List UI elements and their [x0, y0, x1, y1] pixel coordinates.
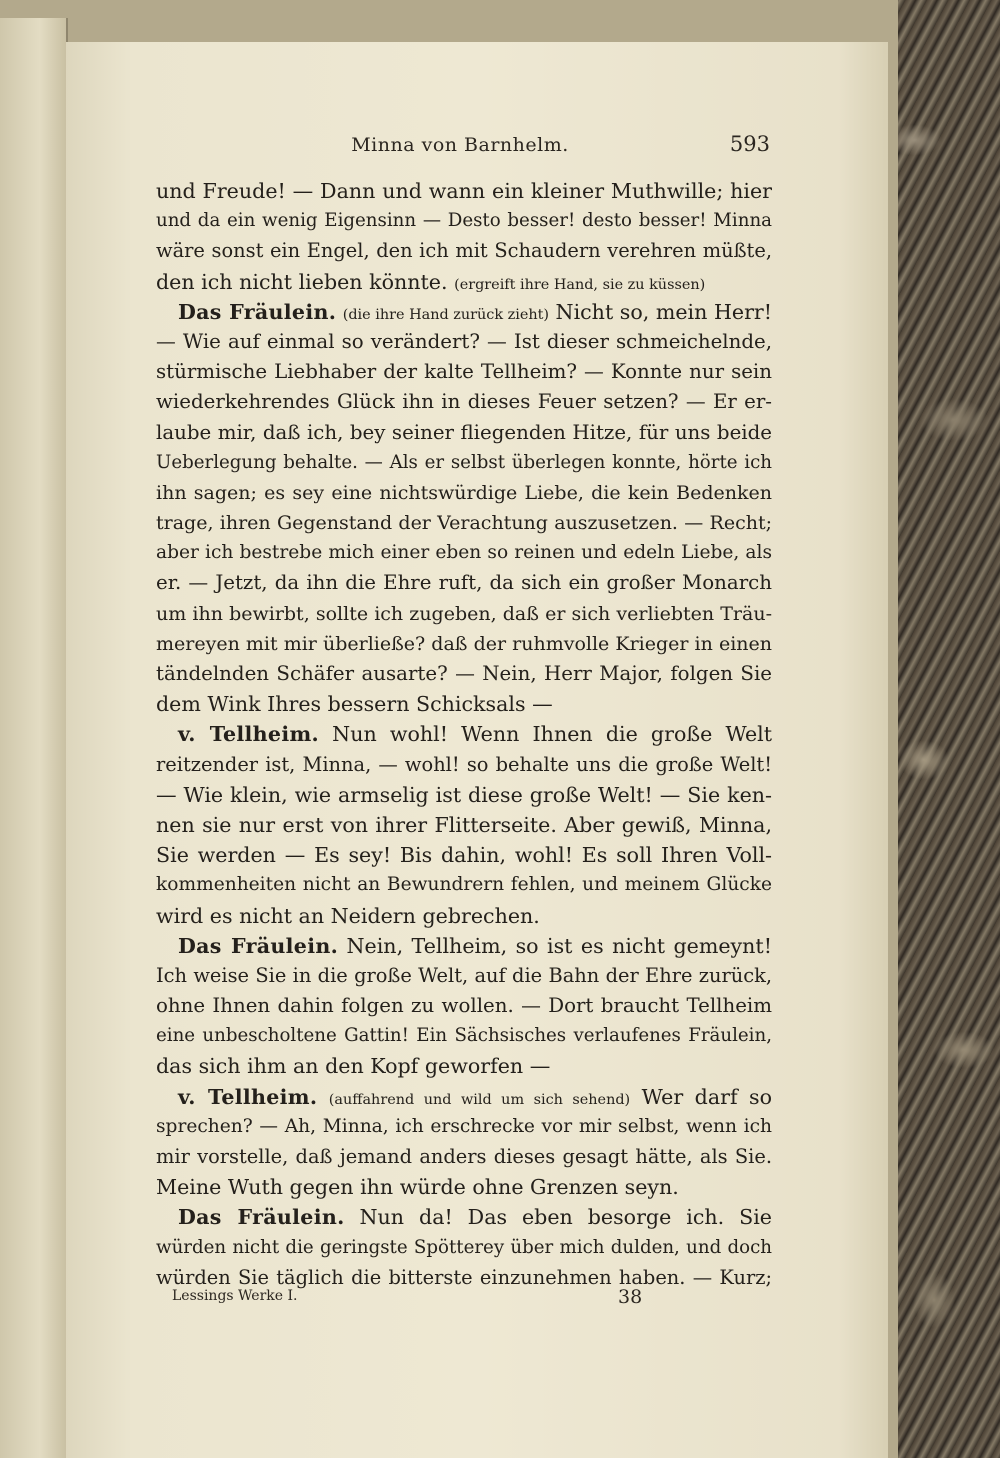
text-run: um ihn bewirbt, sollte ich zugeben, daß er sich verliebten Träu-: [156, 602, 772, 625]
text-run: aber ich bestrebe mich einer eben so reinen und edeln Liebe, als: [156, 542, 772, 564]
text-run: Nicht so, mein Herr!: [549, 299, 772, 324]
text-line: [156, 327, 772, 357]
speaker-name: Das Fräulein.: [178, 933, 339, 958]
page-number: 593: [729, 132, 770, 156]
text-line: [156, 991, 772, 1021]
text-line: [156, 508, 772, 538]
sheet-number: 38: [618, 1286, 643, 1308]
speaker-name: v. Tellheim.: [178, 1084, 318, 1109]
text-line: [156, 659, 772, 689]
text-line: [156, 629, 772, 659]
text-line: [156, 840, 772, 870]
text-run: und Freude! — Dann und wann ein kleiner Muthwille; hier: [156, 179, 772, 203]
speaker-name: Das Fräulein.: [178, 1205, 345, 1230]
text-line: [156, 1142, 772, 1172]
text-run: wird es nicht an Neidern gebrechen.: [156, 903, 540, 928]
text-run: ohne Ihnen dahin folgen zu wollen. — Dort braucht Tellheim: [156, 994, 772, 1018]
text-run: Ich weise Sie in die große Welt, auf die Bahn der Ehre zurück,: [156, 963, 772, 987]
text-run: Wer darf so: [630, 1084, 772, 1109]
text-run: Nun wohl! Wenn Ihnen die große Welt: [319, 722, 772, 747]
text-line: [156, 1202, 772, 1232]
text-run: er. — Jetzt, da ihn die Ehre ruft, da sich ein großer Monarch: [156, 571, 772, 595]
signature-mark: Lessings Werke I.: [172, 1288, 298, 1304]
text-run: laube mir, daß ich, bey seiner fliegenden Hitze, für uns beide: [156, 420, 772, 444]
text-run: würden Sie täglich die bitterste einzunehmen haben. — Kurz;: [156, 1265, 772, 1289]
text-run: — Wie auf einmal so verändert? — Ist dieser schmeichelnde,: [156, 329, 772, 353]
text-line: [156, 568, 772, 598]
text-line: [156, 267, 772, 297]
text-line: [156, 810, 772, 840]
stage-direction: (ergreift ihre Hand, sie zu küssen): [454, 276, 706, 293]
text-line: [156, 1051, 772, 1081]
text-run: trage, ihren Gegenstand der Verachtung auszusetzen. — Recht;: [156, 512, 772, 535]
stage-direction: (auffahrend und wild um sich sehend): [328, 1091, 631, 1108]
text-line: [156, 1233, 772, 1263]
text-run: den ich nicht lieben könnte.: [156, 269, 455, 294]
page-header: [150, 134, 770, 164]
text-line: [156, 750, 772, 780]
speaker-name: Das Fräulein.: [178, 299, 337, 324]
text-line: [156, 1021, 772, 1051]
text-run: sprechen? — Ah, Minna, ich erschrecke vor mir selbst, wenn ich: [156, 1115, 772, 1137]
text-run: Nun da! Das eben besorge ich. Sie: [344, 1205, 772, 1230]
text-line: [156, 901, 772, 931]
text-line: [156, 719, 772, 749]
text-run: wäre sonst ein Engel, den ich mit Schaudern verehren müßte,: [156, 239, 772, 263]
text-line: [156, 297, 772, 327]
text-run: wiederkehrendes Glück ihn in dieses Feuer setzen? — Er er-: [156, 390, 772, 414]
text-run: das sich ihm an den Kopf geworfen —: [156, 1054, 551, 1079]
text-line: [156, 387, 772, 417]
text-line: [156, 538, 772, 568]
text-run: mir vorstelle, daß jemand anders dieses gesagt hätte, als Sie.: [156, 1145, 772, 1168]
text-line: [156, 236, 772, 266]
text-run: Sie werden — Es sey! Bis dahin, wohl! Es soll Ihren Voll-: [156, 843, 772, 868]
text-run: stürmische Liebhaber der kalte Tellheim? — Konnte nur sein: [156, 360, 772, 384]
speaker-name: v. Tellheim.: [178, 722, 320, 747]
text-run: Ueberlegung behalte. — Als er selbst überlegen konnte, hörte ich: [156, 451, 772, 473]
marbled-cover-edge: [884, 0, 1000, 1458]
text-line: [156, 599, 772, 629]
text-line: [156, 961, 772, 991]
text-line: [156, 1112, 772, 1142]
text-line: [156, 478, 772, 508]
text-run: dem Wink Ihres bessern Schicksals —: [156, 692, 553, 717]
stage-direction: (die ihre Hand zurück zieht): [342, 306, 549, 323]
text-line: [156, 931, 772, 961]
text-run: nen sie nur erst von ihrer Flitterseite. Aber gewiß, Minna,: [156, 812, 772, 837]
text-run: Nein, Tellheim, so ist es nicht gemeynt!: [338, 933, 772, 958]
text-run: Meine Wuth gegen ihn würde ohne Grenzen seyn.: [156, 1175, 679, 1200]
text-run: kommenheiten nicht an Bewundrern fehlen, und meinem Glücke: [156, 874, 772, 896]
text-run: [317, 1085, 328, 1109]
text-line: [156, 780, 772, 810]
text-run: und da ein wenig Eigensinn — Desto besser! desto besser! Minna: [156, 210, 772, 232]
left-page-edge: [0, 18, 68, 1458]
running-head: Minna von Barnhelm.: [351, 134, 569, 156]
text-line: [156, 1082, 772, 1112]
text-run: würden nicht die geringste Spötterey über mich dulden, und doch: [156, 1236, 772, 1258]
text-line: [156, 206, 772, 236]
text-run: eine unbescholtene Gattin! Ein Sächsisches verlaufenes Fräulein,: [156, 1025, 772, 1047]
page-footer: [156, 1288, 772, 1312]
text-line: [156, 357, 772, 387]
text-run: — Wie klein, wie armselig ist diese große Welt! — Sie ken-: [156, 782, 772, 807]
body-text: [156, 176, 772, 1293]
text-line: [156, 418, 772, 448]
text-run: reitzender ist, Minna, — wohl! so behalte uns die große Welt!: [156, 752, 772, 776]
text-line: [156, 1172, 772, 1202]
text-line: [156, 448, 772, 478]
text-run: tändelnden Schäfer ausarte? — Nein, Herr Major, folgen Sie: [156, 662, 772, 685]
text-line: [156, 689, 772, 719]
text-line: [156, 176, 772, 206]
text-run: ihn sagen; es sey eine nichtswürdige Liebe, die kein Bedenken: [156, 481, 772, 504]
text-line: [156, 870, 772, 900]
text-run: mereyen mit mir überließe? daß der ruhmvolle Krieger in einen: [156, 632, 772, 655]
